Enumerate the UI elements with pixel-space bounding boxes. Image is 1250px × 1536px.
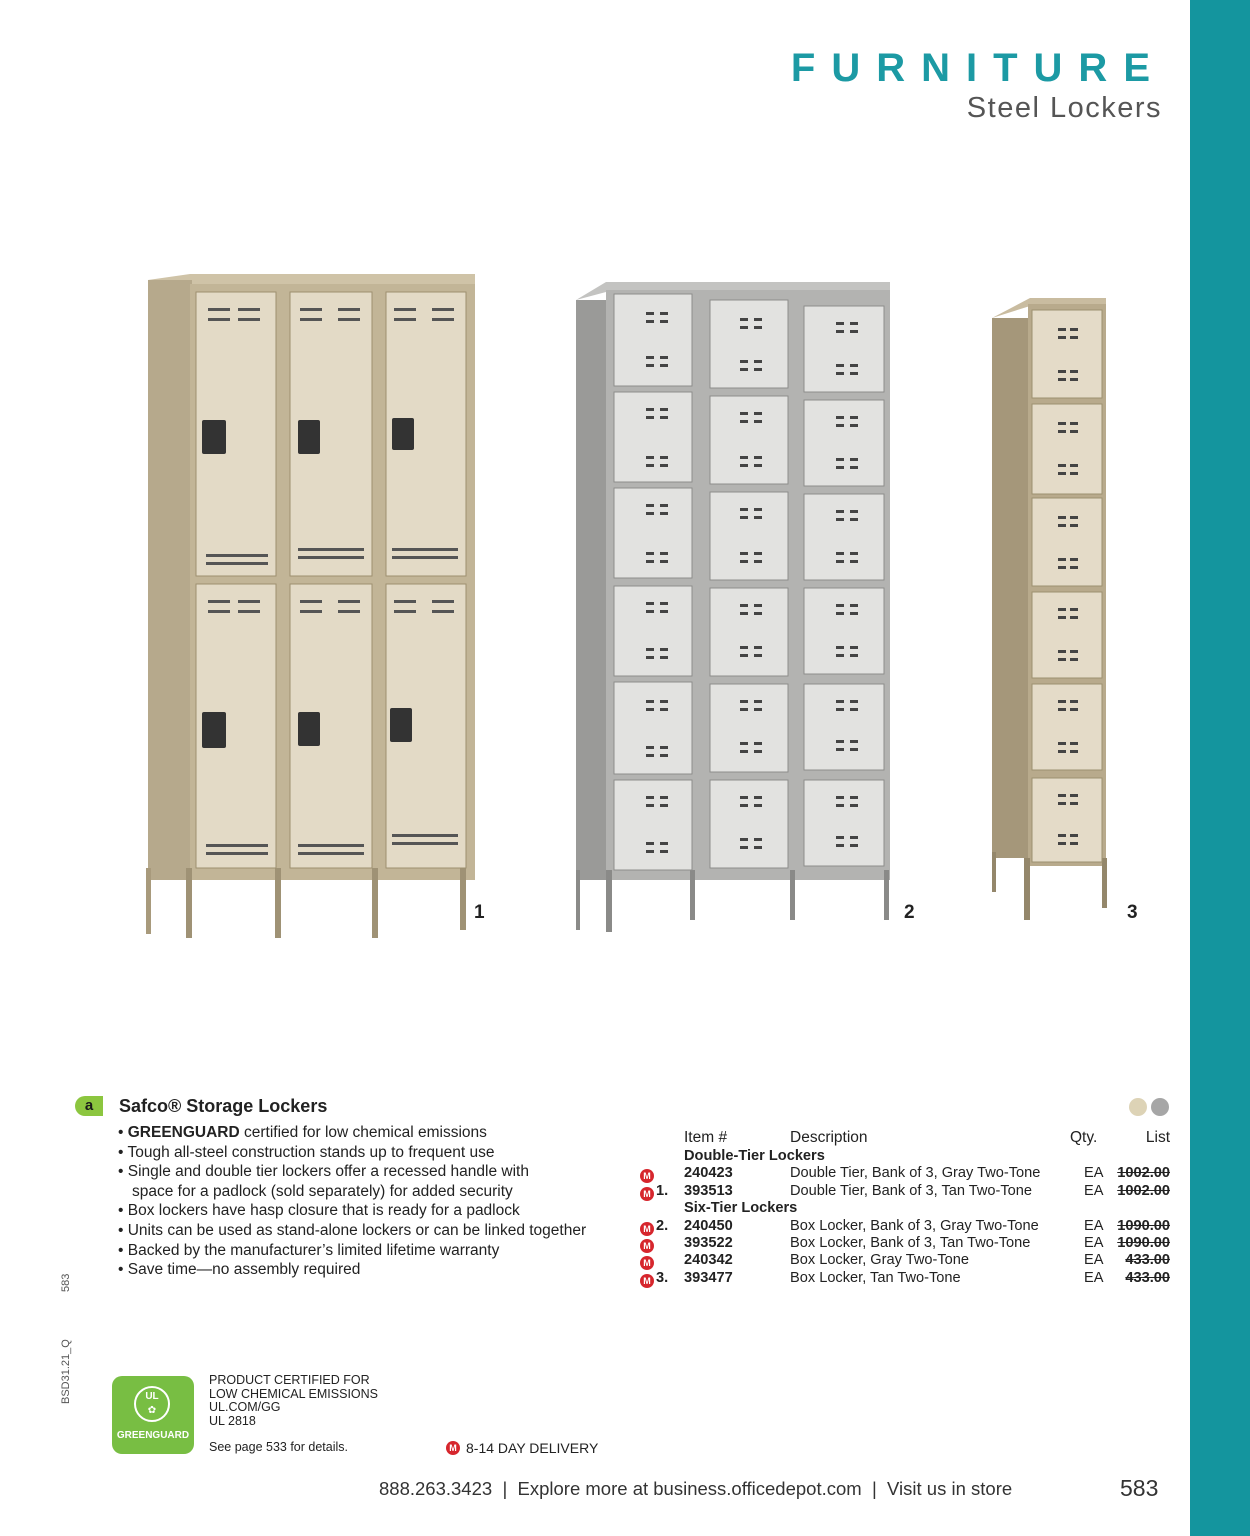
table-row: M 1. 393513 Double Tier, Bank of 3, Tan Two-Tone EA 1002.00 — [640, 1183, 1172, 1200]
side-color-strip — [1190, 0, 1250, 1536]
feature-item: • GREENGUARD certified for low chemical emissions — [118, 1124, 487, 1141]
product-table — [640, 1128, 1172, 1287]
delivery-m-icon: M — [640, 1256, 654, 1270]
table-row: M 393522 Box Locker, Bank of 3, Tan Two-Tone EA 1090.00 — [640, 1235, 1172, 1252]
margin-catalog-code: BSD31.21_Q — [60, 1339, 72, 1404]
delivery-note: M 8-14 DAY DELIVERY — [446, 1440, 598, 1456]
table-row: M 240342 Box Locker, Gray Two-Tone EA 433.00 — [640, 1252, 1172, 1269]
ul-leaf-icon: UL ✿ — [134, 1386, 170, 1422]
section-badge: a — [75, 1096, 103, 1116]
feature-item: • Save time—no assembly required — [118, 1261, 361, 1279]
page-title: FURNITURE — [790, 46, 1166, 90]
delivery-m-icon: M — [640, 1169, 654, 1183]
greenguard-label: GREENGUARD — [116, 1430, 190, 1441]
tan-swatch — [1129, 1098, 1147, 1116]
table-row: M 240423 Double Tier, Bank of 3, Gray Two-Tone EA 1002.00 — [640, 1165, 1172, 1182]
delivery-m-icon: M — [640, 1274, 654, 1288]
feature-item: • Tough all-steel construction stands up to frequent use — [118, 1143, 495, 1161]
delivery-m-icon: M — [640, 1187, 654, 1201]
see-page-note: See page 533 for details. — [209, 1440, 348, 1454]
delivery-m-icon: M — [446, 1441, 460, 1455]
page-subtitle: Steel Lockers — [966, 92, 1162, 124]
page-number: 583 — [1120, 1475, 1159, 1501]
feature-item: • Single and double tier lockers offer a recessed handle with — [118, 1163, 529, 1181]
table-group-title: Six-Tier Lockers — [684, 1200, 798, 1217]
feature-item: • Box lockers have hasp closure that is ready for a padlock — [118, 1202, 520, 1220]
six-tier-locker-image — [572, 280, 894, 936]
figure-number-3: 3 — [1127, 902, 1138, 923]
figure-number-1: 1 — [474, 902, 485, 923]
double-tier-locker-image — [140, 272, 480, 940]
figure-number-2: 2 — [904, 902, 915, 923]
feature-item: • Backed by the manufacturer’s limited lifetime warranty — [118, 1241, 500, 1259]
table-header: Item # Description Qty. List — [684, 1129, 1170, 1146]
table-row: M 3. 393477 Box Locker, Tan Two-Tone EA 433.00 — [640, 1270, 1172, 1287]
gray-swatch — [1151, 1098, 1169, 1116]
delivery-m-icon: M — [640, 1222, 654, 1236]
color-swatches — [1129, 1098, 1169, 1116]
margin-page-code: 583 — [60, 1273, 72, 1292]
section-title: Safco® Storage Lockers — [119, 1096, 328, 1116]
greenguard-badge — [112, 1376, 194, 1454]
table-group-title: Double-Tier Lockers — [684, 1148, 825, 1164]
footer-contact: 888.263.3423 | Explore more at business.officedepot.com | Visit us in store — [379, 1478, 1013, 1499]
certification-text: PRODUCT CERTIFIED FOR LOW CHEMICAL EMISSIONS UL.COM/GG UL 2818 — [209, 1373, 379, 1428]
feature-list — [118, 1123, 586, 1280]
table-row: M 2. 240450 Box Locker, Bank of 3, Gray Two-Tone EA 1090.00 — [640, 1218, 1172, 1235]
feature-item: • Units can be used as stand-alone lockers or can be linked together — [118, 1221, 587, 1239]
box-locker-image — [988, 296, 1112, 924]
feature-item-continued: space for a padlock (sold separately) for added security — [132, 1182, 513, 1200]
delivery-m-icon: M — [640, 1239, 654, 1253]
